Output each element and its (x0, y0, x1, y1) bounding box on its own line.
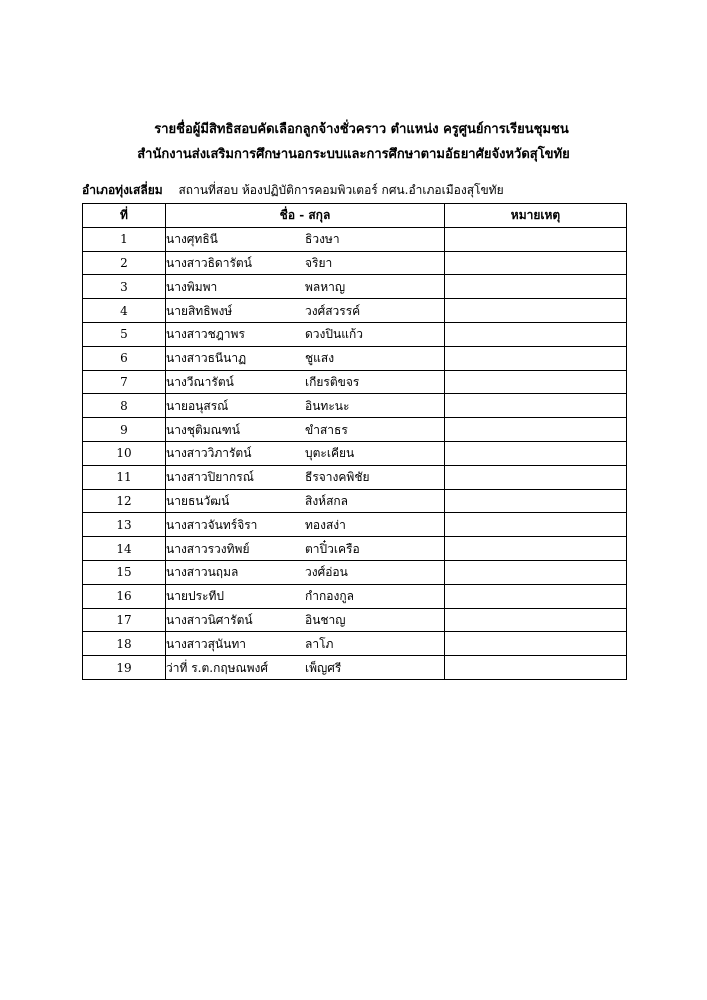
first-name: นางสาวชฎาพร (166, 327, 245, 342)
row-remark (445, 489, 627, 513)
row-remark (445, 537, 627, 561)
table-row (83, 656, 627, 680)
table-row (83, 394, 627, 418)
last-name: กำกองกูล (305, 589, 354, 604)
first-name: นายสิทธิพงษ์ (166, 303, 233, 318)
row-remark (445, 299, 627, 323)
first-name: นางสาวนิศารัตน์ (166, 612, 253, 627)
first-name: นางสาวนฤมล (166, 565, 239, 580)
last-name: วงศ์อ่อน (305, 565, 348, 580)
document-subtitle: สำนักงานส่งเสริมการศึกษานอกระบบและการศึกษาตามอัธยาศัยจังหวัดสุโขทัย (137, 147, 570, 162)
row-name-cell (166, 584, 445, 608)
row-number: 6 (83, 346, 166, 370)
last-name: ชูแสง (305, 351, 335, 366)
last-name: อินชาญ (305, 612, 346, 627)
document-title: รายชื่อผู้มีสิทธิสอบคัดเลือกลูกจ้างชั่วคราว ตำแหน่ง ครูศูนย์การเรียนชุมชน (154, 122, 569, 137)
row-remark (445, 251, 627, 275)
table-header-row (83, 204, 627, 228)
row-name-cell (166, 656, 445, 680)
table-row (83, 346, 627, 370)
last-name: เกียรติขจร (305, 374, 360, 389)
row-remark (445, 275, 627, 299)
last-name: ทองสง่า (305, 517, 346, 532)
row-number: 8 (83, 394, 166, 418)
row-name-cell (166, 441, 445, 465)
row-remark (445, 441, 627, 465)
table-row (83, 465, 627, 489)
row-remark (445, 394, 627, 418)
last-name: อินทะนะ (305, 398, 350, 413)
row-name-cell (166, 465, 445, 489)
row-number: 1 (83, 227, 166, 251)
row-remark (445, 632, 627, 656)
last-name: พลหาญ (305, 279, 346, 294)
last-name: จริยา (305, 255, 333, 270)
table-row (83, 299, 627, 323)
row-remark (445, 322, 627, 346)
first-name: นางสาวจันทร์จิรา (166, 517, 258, 532)
row-number: 18 (83, 632, 166, 656)
last-name: ดวงปินแก้ว (305, 327, 363, 342)
first-name: นายอนุสรณ์ (166, 398, 229, 413)
row-remark (445, 513, 627, 537)
last-name: ขำสาธร (305, 422, 348, 437)
row-remark (445, 465, 627, 489)
table-body (83, 227, 627, 679)
row-name-cell (166, 537, 445, 561)
header-remark: หมายเหตุ (445, 204, 627, 228)
row-number: 12 (83, 489, 166, 513)
row-name-cell (166, 513, 445, 537)
row-name-cell (166, 346, 445, 370)
row-number: 4 (83, 299, 166, 323)
row-name-cell (166, 560, 445, 584)
row-remark (445, 656, 627, 680)
row-name-cell (166, 632, 445, 656)
row-number: 17 (83, 608, 166, 632)
table-row (83, 322, 627, 346)
row-number: 3 (83, 275, 166, 299)
row-number: 7 (83, 370, 166, 394)
first-name: ว่าที่ ร.ต.กฤษณพงศ์ (166, 660, 269, 675)
row-name-cell (166, 275, 445, 299)
last-name: เพ็ญศรี (305, 660, 342, 675)
row-number: 11 (83, 465, 166, 489)
table-row (83, 227, 627, 251)
row-remark (445, 560, 627, 584)
last-name: บุตะเคียน (305, 446, 355, 461)
table-row (83, 251, 627, 275)
table-row (83, 560, 627, 584)
last-name: ธีรจางคพิชัย (305, 470, 370, 485)
venue-label: สถานที่สอบ ห้องปฏิบัติการคอมพิวเตอร์ กศน.อำเภอเมืองสุโขทัย (178, 183, 504, 197)
row-remark (445, 346, 627, 370)
candidate-table (82, 203, 627, 680)
table-row (83, 608, 627, 632)
first-name: นายธนวัฒน์ (166, 493, 230, 508)
table-row (83, 537, 627, 561)
row-name-cell (166, 251, 445, 275)
first-name: นางศุทธินี (166, 232, 218, 247)
row-remark (445, 418, 627, 442)
row-number: 5 (83, 322, 166, 346)
row-name-cell (166, 608, 445, 632)
first-name: นางสาวธนีนาฏ (166, 351, 247, 366)
header-no: ที่ (83, 204, 166, 228)
row-name-cell (166, 394, 445, 418)
first-name: นางสาววิภารัตน์ (166, 446, 252, 461)
table-row (83, 275, 627, 299)
table-row (83, 370, 627, 394)
row-number: 15 (83, 560, 166, 584)
row-number: 10 (83, 441, 166, 465)
first-name: นางพิมพา (166, 279, 218, 294)
row-number: 19 (83, 656, 166, 680)
table-row (83, 489, 627, 513)
row-remark (445, 227, 627, 251)
table-row (83, 513, 627, 537)
last-name: ลาโภ (305, 636, 334, 651)
row-name-cell (166, 370, 445, 394)
row-name-cell (166, 299, 445, 323)
row-number: 16 (83, 584, 166, 608)
table-row (83, 441, 627, 465)
row-remark (445, 608, 627, 632)
table-row (83, 584, 627, 608)
row-name-cell (166, 489, 445, 513)
first-name: นางสาวรวงทิพย์ (166, 541, 250, 556)
header-name: ชื่อ - สกุล (166, 204, 445, 228)
first-name: นางสาวธิดารัตน์ (166, 255, 252, 270)
last-name: ตาปิ๋วเครือ (305, 541, 360, 556)
last-name: ธิวงษา (305, 232, 340, 247)
row-name-cell (166, 418, 445, 442)
table-row (83, 418, 627, 442)
first-name: นางวีณารัตน์ (166, 374, 234, 389)
row-name-cell (166, 322, 445, 346)
row-number: 2 (83, 251, 166, 275)
row-number: 14 (83, 537, 166, 561)
last-name: วงศ์สวรรค์ (305, 303, 361, 318)
row-name-cell (166, 227, 445, 251)
row-number: 9 (83, 418, 166, 442)
table-row (83, 632, 627, 656)
row-remark (445, 584, 627, 608)
row-remark (445, 370, 627, 394)
first-name: นางสาวปิยากรณ์ (166, 470, 254, 485)
first-name: นายประทีป (166, 589, 225, 604)
district-label: อำเภอทุ่งเสลี่ยม (82, 183, 163, 197)
first-name: นางสาวสุนันทา (166, 636, 246, 651)
location-line (82, 182, 504, 198)
first-name: นางชุติมณฑน์ (166, 422, 240, 437)
last-name: สิงห์สกล (305, 493, 349, 508)
row-number: 13 (83, 513, 166, 537)
